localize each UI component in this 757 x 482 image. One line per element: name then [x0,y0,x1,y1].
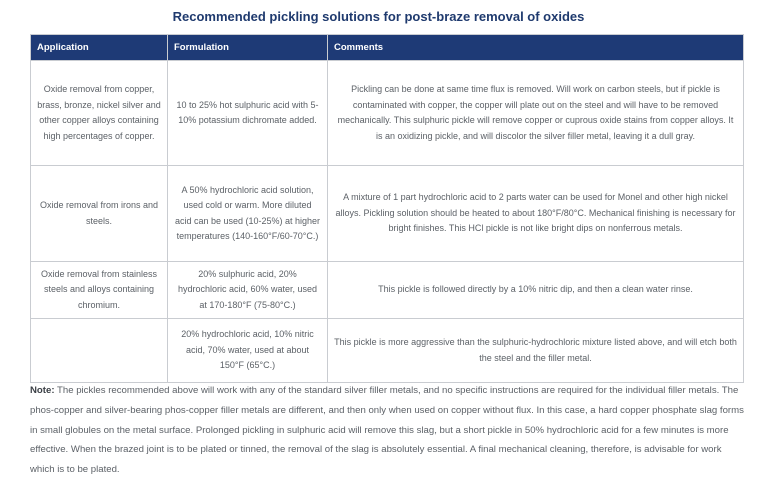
cell-application [31,319,168,383]
table-header-row [31,35,744,61]
table-row [31,166,744,262]
cell-comments: This pickle is more aggressive than the sulphuric-hydrochloric mixture listed above, and will etch both the steel and the filler metal. [328,319,744,383]
cell-formulation: 20% sulphuric acid, 20% hydrochloric acid, 60% water, used at 170-180°F (75-80°C.) [168,262,328,319]
note-text: The pickles recommended above will work with any of the standard silver filler metals, and no specific instructions are required for the individual filler metals. The phos-copper and silver-bearing phos-copper filler metals are different, and then only when used on copper without flux. In this case, a hard copper phosphate slag forms in small globules on the metal surface. Prolonged pickling in sulphuric acid will remove this slag, but a short pickle in 50% hydrochloric acid for a few minutes is more effective. When the brazed joint is to be plated or tinned, the removal of the slag is absolutely essential. A final mechanical cleaning, therefore, is advisable for work which is to be plated. [30,385,744,476]
cell-comments: A mixture of 1 part hydrochloric acid to 2 parts water can be used for Monel and other high nickel alloys. Pickling solution should be heated to about 180°F/80°C. Mechanical finishing is necessary for bright finishes. This HCl pickle is not like bright dips on nonferrous metals. [328,166,744,262]
cell-formulation: A 50% hydrochloric acid solution, used cold or warm. More diluted acid can be used (10-25%) at higher temperatures (140-160°F/60-70°C.) [168,166,328,262]
cell-comments: Pickling can be done at same time flux is removed. Will work on carbon steels, but if pickle is contaminated with copper, the copper will plate out on the steel and will have to be removed mechanically. This sulphuric pickle will remove copper or cuprous oxide stains from copper alloys. It is an oxidizing pickle, and will discolor the silver filler metal, leaving it a dull gray. [328,61,744,166]
cell-formulation: 10 to 25% hot sulphuric acid with 5-10% potassium dichromate added. [168,61,328,166]
pickling-table [30,34,744,383]
note-paragraph [30,381,746,480]
note-label: Note: [30,385,55,396]
cell-formulation: 20% hydrochloric acid, 10% nitric acid, 70% water, used at about 150°F (65°C.) [168,319,328,383]
header-formulation: Formulation [168,35,328,61]
cell-application: Oxide removal from copper, brass, bronze, nickel silver and other copper alloys containing high percentages of copper. [31,61,168,166]
table-row [31,262,744,319]
header-application: Application [31,35,168,61]
header-comments: Comments [328,35,744,61]
cell-comments: This pickle is followed directly by a 10% nitric dip, and then a clean water rinse. [328,262,744,319]
cell-application: Oxide removal from stainless steels and alloys containing chromium. [31,262,168,319]
table-row [31,319,744,383]
table-row [31,61,744,166]
page-title: Recommended pickling solutions for post-braze removal of oxides [172,9,585,24]
cell-application: Oxide removal from irons and steels. [31,166,168,262]
